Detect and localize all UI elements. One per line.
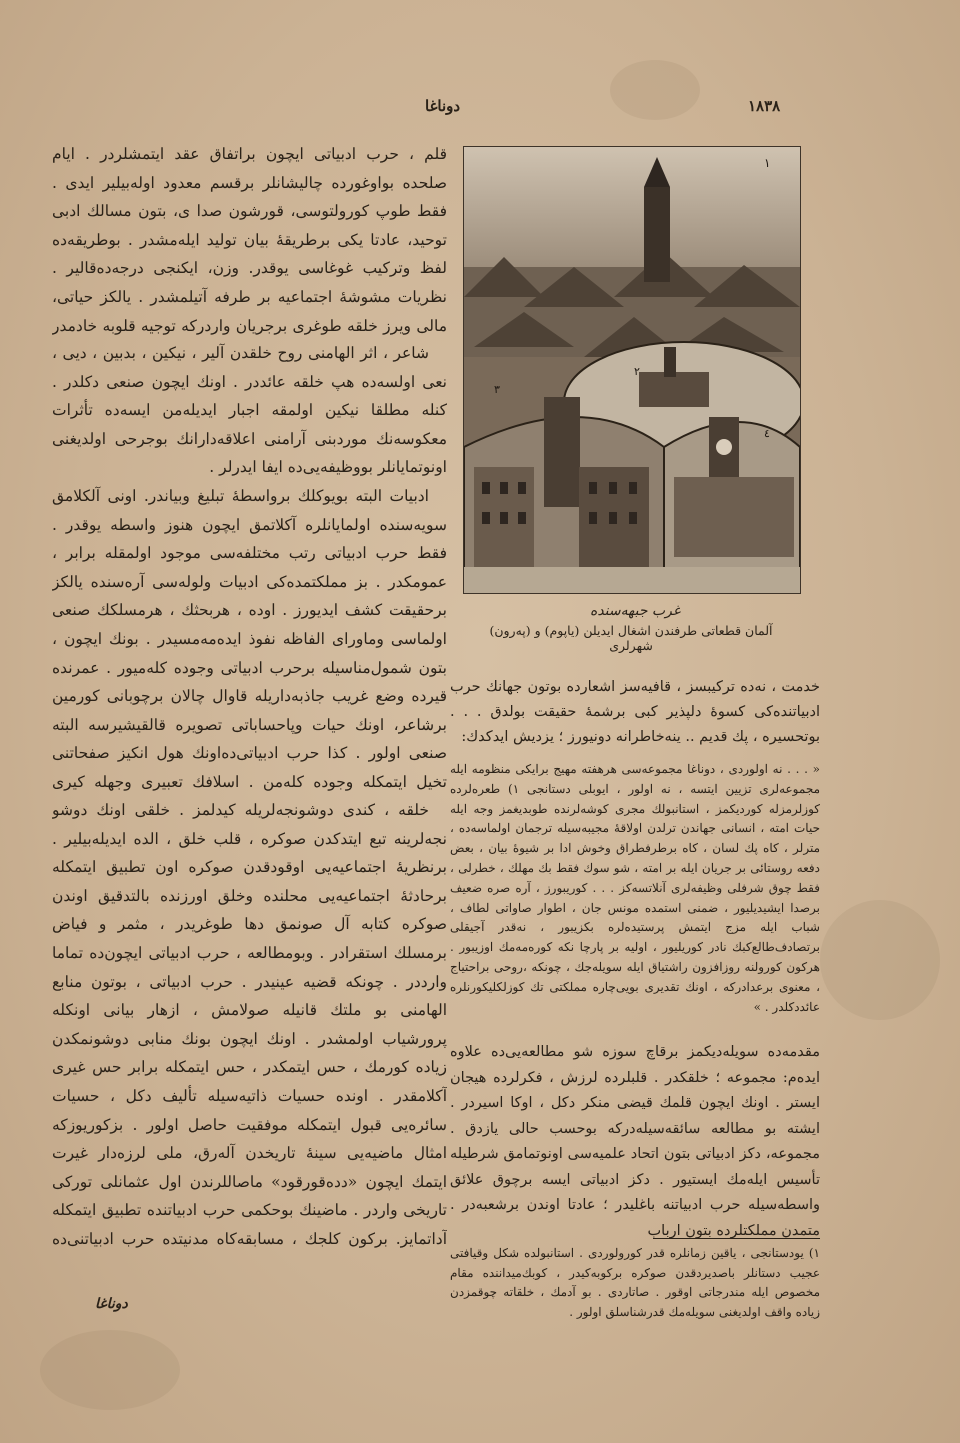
quoted-letter: « . . . نه اولوردی ، دوناغا مجموعه‌سی هرهفته مهیج برایکی منظومه ایله مجموعه‌لری تزیین ایتسه ، نه اولور ، ایوبلی دستانجی ١) طعره‌لرده کوزلرمزله کوردیکمز ، استانبولك مجری کوشه‌لرنده طوبدیغمز وجه ایله حیات امته ، انسانی جهاندن ترلدن اولاقهٔ مجیبه‌سیله ترجمان اولماسەده ، مترلر ، کاه پك لسان ، کاه برطرفطراق وخوش ادا بر شیوهٔ بیان ، بعض دفعه روستائی بر جریان ایله بر امته ، شو سوك فقط بك مهلك ، خطرلی ، فقط چوق شرفلی وظیفه‌لری آنلاتسه‌کز . . . کوریبورز ، آره صره ضعیف برصدا ایشیدیلیور ، ضمنی استمده مونس جان ، اطوار صاواتی لطاف ، شباب ایله مزج ایتمش پرستیده‌لره بکزیبور ، نه‌قدر آجیقلی برتصادف‌طالع‌کبك نادر کوریلیور ، اولیه بر پارچا نکه کورەمەمك اوزیبور . هرکون کورولنه روزافزون راشتیاق ایله سویله‌جك ، چونکه ،روحی براحتیاج ، معنوی برعدادرکه ، اونك تقدیری بویی‌چاره مملکتی تك کوزلکلیکورنلره عائددکلدر . » xyxy=(450,762,821,1014)
collage-illustration xyxy=(464,147,800,593)
photo-panel-number: ٣ xyxy=(494,383,500,396)
article-column-left-intro: خدمت ، نه‌ده ترکیبسز ، قافیه‌سز اشعارده بوتون جهانك حرب ادبیاتنده‌کی کسوهٔ دلپذیر کبی برشمهٔ حقیقت بولدق . . . بوتحسیره ، پك قدیم .. ینه‌خاطرانه دونیورز ؛ یزدیش ایدکدك: xyxy=(450,679,820,745)
article-signature: دوناغا xyxy=(95,1296,128,1312)
article-paragraph: قلم ، حرب ادبیاتی ایچون براتفاق عقد ایتمشلردر . ایام صلحده بواوغورده چالیشانلر برقسم معدود اوله‌بیلیر ایدی . فقط طوپ کورولتوسی، قورشون صدا ی، بتون مسالك ادبی توحید، عادتا یکی برطریقهٔ بیان تولید ایله‌مشدر . بوطریقه‌ده لفظ وترکیب غوغاسی یوقدر. وزن، ایکنجی درجه‌ده‌قالیر . نظریات مشوشهٔ اجتماعیه بر طرفه آتیلمشدر . یالکز حیاتی، مالی ویرز خلقه طوغری برجریان واردرکه توجیه قلوبه خادمدر xyxy=(52,145,447,335)
article-column-left-continuation: مقدمه‌ده سویلەدیکمز برقاچ سوزه شو مطالعه‌یی‌ده علاوه ایدەم: مجموعه ؛ خلقکدر . قلبلرده لرزش ، فکرلرده هیجان ایستر . اونك ایچون قلمك قیضی منکر دکل ، اوکا اسیردر . ایشته بو مطالعه سائقه‌سیله‌درکه بوحسب حالی یازدق . مجموعه، دکز ادبیاتی بتون اتحاد علمیه‌سی اونوتمامق شرطیله تأسیس ایله‌مك ایستیور . دکز ادبیاتی ایسه برچوق علائق واسطه‌سیله حرب ادبیاتنه باغلیدر ؛ عادتا اوندن برشعبه‌در . متمدن مملکتلرده بتون ارباب xyxy=(450,1044,820,1239)
paper-stain xyxy=(820,900,940,1020)
photo-caption-title: غرب جبهه‌سنده xyxy=(590,603,681,619)
article-column-right xyxy=(52,140,447,1254)
paper-stain xyxy=(610,60,700,120)
photo-panel-number: ٤ xyxy=(764,427,770,440)
photo-panel-number: ٢ xyxy=(634,365,640,378)
article-paragraph: شاعر ، اثر الهامنی روح خلقدن آلیر ، نیکین ، بدبین ، دیی ، نعی اولسه‌ده هپ خلقه عائددر . اونك ایچون صنعی دکلدر . کنله مطلقا نیکین اولمقه اجبار ایدیله‌من ایسه‌ده تأثرات معکوسه‌نك موردبنی آرامنی اعلاقه‌دارانك بوجرحی اولدیغنی اونوتمایانلر بووظیفه‌یی‌ده ایفا ایدرلر . xyxy=(52,344,447,477)
article-paragraph: خلقه ، کندی دوشونجه‌لریله کیدلمز . خلقی اونك دوشو نجه‌لرینه تبع ایتدکدن صوکره ، قلب خلق ، الده ایدیله‌بیلیر . برنظریهٔ اجتماعیه‌یی اوقودقدن صوکره اون تطبیق ایتمکله برحادثهٔ اجتماعیه‌یی محلنده وخلق اورزنده بالتدقیق اوندن صوکره کتابه آل صونمق دها طوغریدر ، مثمر و فیاض برمسلك استقرادر . وبومطالعه ، حرب ادبیاتی ایچون‌ده تماما وارددر . چونکه قضیه عینیدر . حرب ادبیاتی ، بوتون منابع الهامنی بو ملتك قانیله صولامش ، ازهار بیانی اونکله پرورشیاب اولمشدر . اونك ایچون بونك منابی دوشونمکدن زیاده کورمك ، حس ایتمکدر ، حس ایتمکله برابر حس غیری آکلامقدر . اونده حسیات ذاتیه‌سیله تألیف دکل ، حسیات سائره‌یی قبول ایتمکله موفقیت حاصل اولور . بزکوریوزکه امثال ماضیه‌یی سینهٔ تاریخدن آلەرق، ملی لرزه‌دار غیرت ایتمك ایچون «دده‌قورقود» ماصاللرندن اول عثمانلی تورکی تاریخی واردر . ماضینك بوحکمی حرب ادبیاتنده تطبیق ایتمکله آداتمایز. برکون کلجك ، مسابقه‌کاه مدنیتده حرب ادبیاتنی‌ده xyxy=(52,801,447,1248)
paper-stain xyxy=(40,1330,180,1410)
footnote: ١) یودستانجی ، یاقین زمانلره قدر کورولوردی . استانبولده شکل وقیافتی عجیب دستانلر باصدیردقدن صوکره برکوبه‌کیدر ، کوبك‌میدانندە مقام مخصوص ایله مندرجاتی اوقور . صاتاردی . بو آدمك ، خلقاته چوقمزدن زیاده واقف اولدیغنی سویله‌مك قدرشناسلق اولور . xyxy=(450,1246,820,1319)
photo-panel-number: ١ xyxy=(764,156,771,170)
page-number: ١٨٣٨ xyxy=(748,97,781,115)
photo-caption-subtitle: آلمان قطعاتی طرفندن اشغال ایدیلن (یاپوم) و (پەرون) شهرلری xyxy=(489,623,773,653)
war-photo-collage xyxy=(463,146,801,594)
article-paragraph: ادبیات البته بویوکلك برواسطهٔ تبلیغ وبیاندر. اونی آلکلامق سویه‌سنده اولمایانلره آکلاتمق ایچون هنوز واسطه یوقدر . فقط حرب ادبیاتی رتب مختلفه‌سی موجود اولمقله برابر ، عمومکدر . بز مملکتمده‌کی ادبیات ولوله‌سی آره‌سنده یالکز برحقیقت کشف ایدیورز . اوده ، هربحثك ، هرمسلکك صنعی اولماسی وماورای الفاظه نفوذ ایده‌مه‌مسیدر . بونك ایچون ، بتون شمول‌مناسیله برحرب ادبیاتی وجوده کله‌میور . عمرنده قیرده وضع غریب جاذبه‌داریله قاوال چالان برچوبانی کورمین برشاعر، اونك حیات وپاحساباتی تصویره قالقیشیرسه البته صنعی اولور . کذا حرب ادبیاتی‌ده‌اونك هول انکیز صفحاتنی تخیل ایتمکله وجوده کله‌من . اسلافك تعبیری وجهله کیری xyxy=(52,487,447,791)
running-header-title: دوناغا xyxy=(425,97,461,115)
footnote-divider xyxy=(653,1238,820,1239)
